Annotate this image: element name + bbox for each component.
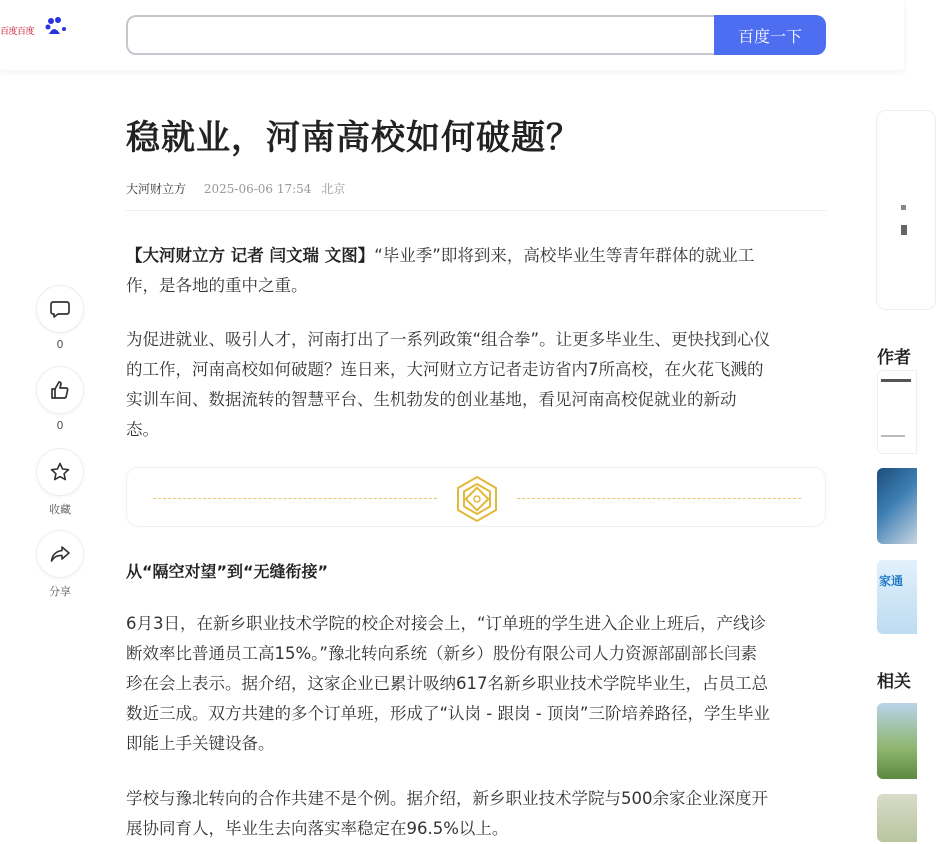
intro-text-2: 作，是各地的重中之重。 — [126, 276, 308, 295]
baidu-paw-icon — [44, 16, 68, 38]
search-button[interactable]: 百度一下 — [714, 15, 826, 55]
intro-text-1: “毕业季”即将到来，高校毕业生等青年群体的就业工 — [374, 246, 755, 265]
like-count: 0 — [56, 419, 64, 432]
search-input[interactable] — [126, 15, 716, 55]
sidebar-card-mark — [901, 225, 907, 235]
para2-line: 的工作，河南高校如何破题？连日来，大河财立方记者走访省内7所高校，在火花飞溅的 — [126, 360, 764, 379]
para4-line: 学校与豫北转向的合作共建不是个例。据介绍，新乡职业技术学院与500余家企业深度开 — [126, 789, 768, 808]
share-icon — [49, 543, 71, 565]
section-divider — [126, 467, 826, 527]
sidebar-thumbnail[interactable] — [877, 370, 917, 454]
sidebar-thumbnail[interactable] — [877, 560, 917, 634]
intro-lead: 【大河财立方 记者 闫文瑞 文图】 — [126, 246, 375, 265]
thumbs-up-icon — [49, 379, 71, 401]
para3-line: 即能上手关键设备。 — [126, 734, 275, 753]
thumbnail-caption: 家通 — [879, 574, 904, 588]
favorite-label: 收藏 — [49, 503, 71, 516]
sidebar-heading-related: 相关 — [877, 672, 911, 692]
divider-dash-right — [517, 498, 801, 499]
paragraph-2 — [126, 325, 826, 445]
author-name[interactable]: 大河财立方 — [126, 182, 187, 196]
article-meta — [126, 180, 345, 197]
related-thumbnail[interactable] — [877, 703, 917, 779]
para3-line: 珍在会上表示。据介绍，这家企业已累计吸纳617名新乡职业技术学院毕业生，占员工总 — [126, 674, 768, 693]
paragraph-3 — [126, 609, 826, 759]
publish-date: 2025-06-06 17:54 — [203, 182, 312, 196]
comment-button[interactable] — [36, 285, 84, 333]
sidebar-heading-author: 作者 — [877, 348, 911, 368]
divider-dash-left — [153, 498, 437, 499]
meta-divider — [126, 210, 826, 211]
like-button[interactable] — [36, 366, 84, 414]
share-label: 分享 — [49, 585, 71, 598]
para2-line: 为促进就业、吸引人才，河南打出了一系列政策“组合拳”。让更多毕业生、更快找到心仪 — [126, 330, 771, 349]
para4-line: 展协同育人，毕业生去向落实率稳定在96.5%以上。 — [126, 819, 509, 838]
related-thumbnail[interactable] — [877, 794, 917, 842]
share-action — [36, 530, 84, 599]
hexagon-ornament-icon — [452, 474, 502, 524]
para3-line: 6月3日，在新乡职业技术学院的校企对接会上，“订单班的学生进入企业上班后，产线诊 — [126, 614, 767, 633]
paragraph-4 — [126, 784, 826, 844]
like-action — [36, 366, 84, 432]
search-bar — [126, 15, 826, 55]
sidebar-ad-card[interactable] — [876, 110, 936, 310]
top-header — [0, 0, 904, 70]
logo-text: 百度百度 — [0, 27, 35, 37]
comment-action — [36, 285, 84, 351]
para3-line: 数近三成。双方共建的多个订单班，形成了“认岗 - 跟岗 - 顶岗”三阶培养路径，学生毕业 — [126, 704, 770, 723]
para2-line: 态。 — [126, 420, 159, 439]
favorite-button[interactable] — [36, 448, 84, 496]
thumbnail-text-line — [881, 435, 905, 437]
sidebar-card-mark — [901, 205, 906, 210]
section-heading: 从“隔空对望”到“无缝衔接” — [126, 562, 329, 581]
comment-icon — [49, 298, 71, 320]
share-button[interactable] — [36, 530, 84, 578]
para3-line: 断效率比普通员工高15%。”豫北转向系统（新乡）股份有限公司人力资源部副部长闫素 — [126, 644, 757, 663]
publish-location: 北京 — [321, 182, 346, 196]
baidu-logo[interactable] — [0, 14, 76, 40]
comment-count: 0 — [56, 338, 64, 351]
sidebar-thumbnail[interactable] — [877, 468, 917, 544]
paragraph-intro — [126, 241, 826, 301]
article-title: 稳就业，河南高校如何破题？ — [126, 118, 581, 158]
star-icon — [49, 461, 71, 483]
para2-line: 实训车间、数据流转的智慧平台、生机勃发的创业基地，看见河南高校促就业的新动 — [126, 390, 737, 409]
favorite-action — [36, 448, 84, 517]
thumbnail-text-line — [881, 379, 911, 382]
